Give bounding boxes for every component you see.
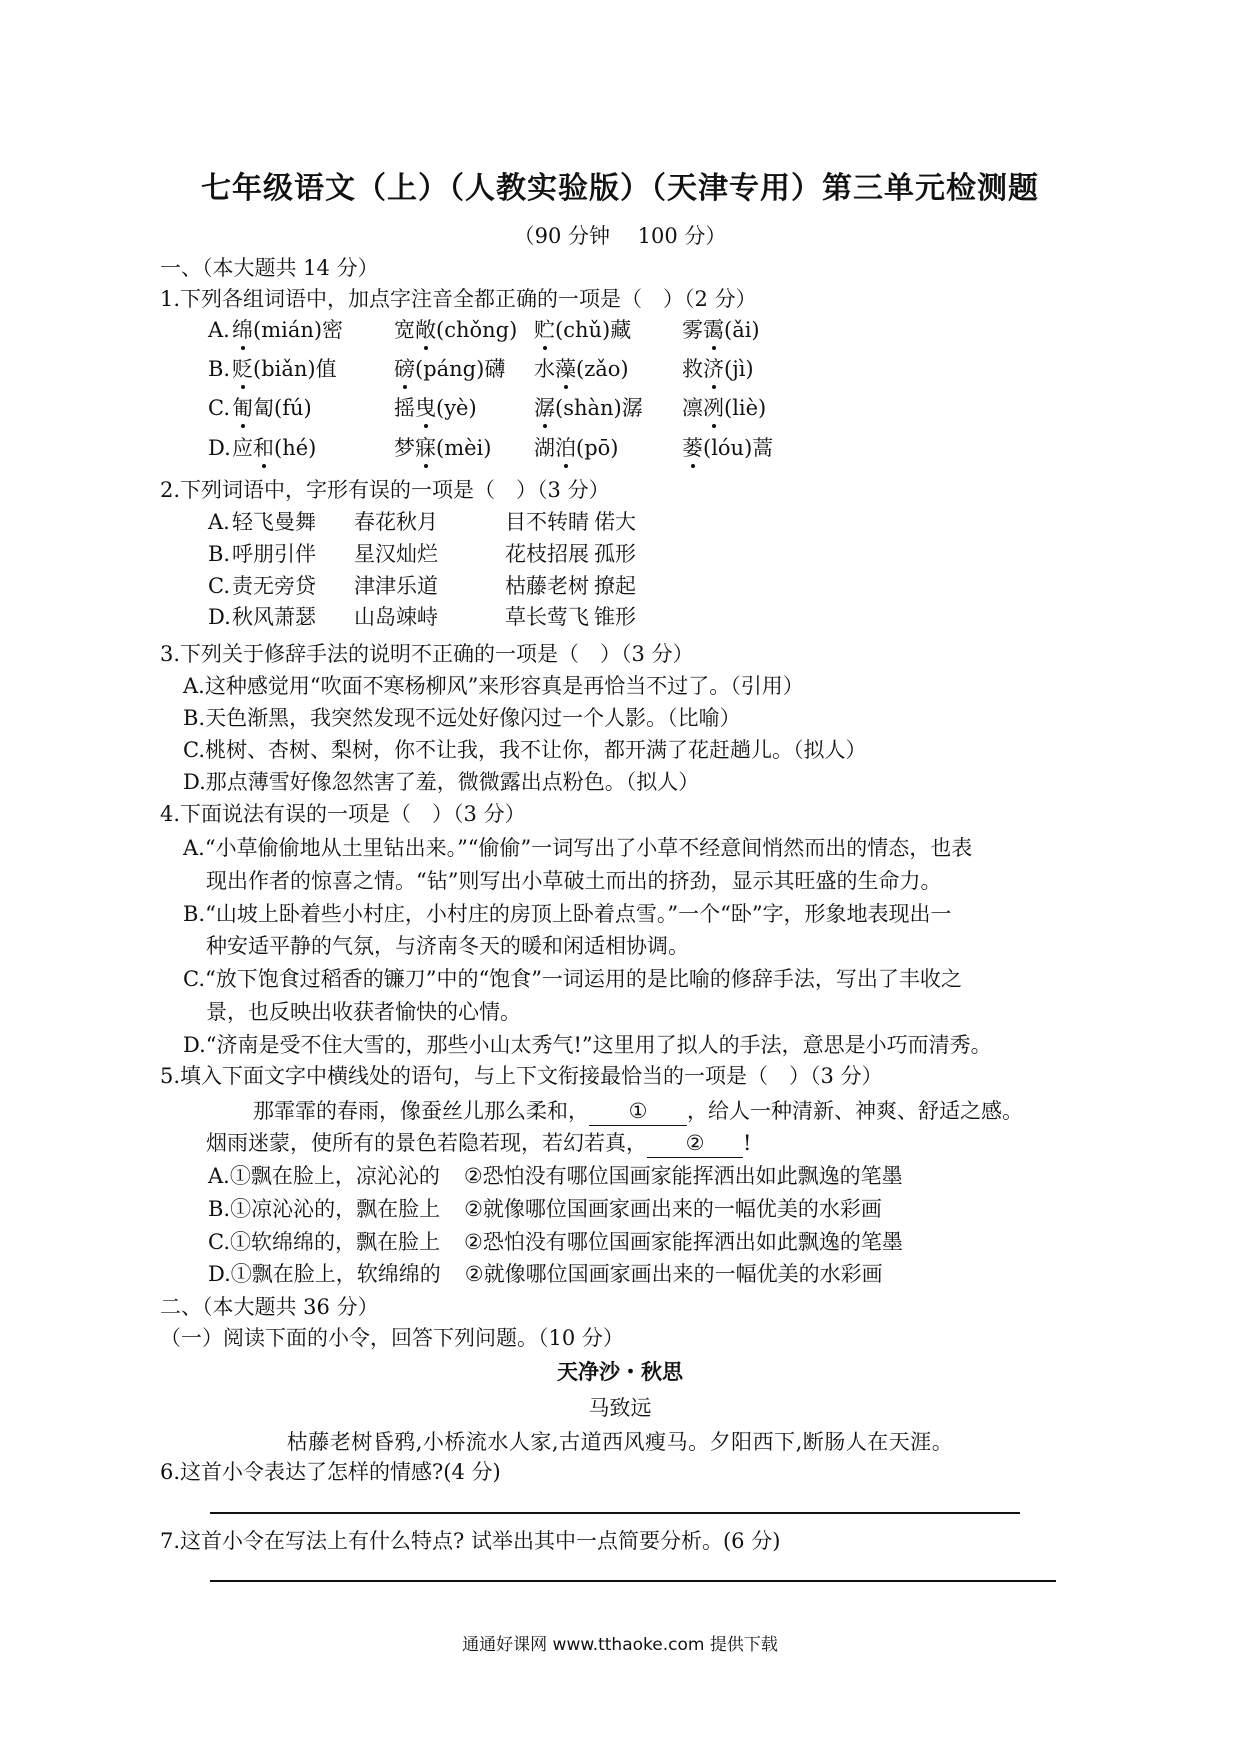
q1-word (394, 394, 477, 422)
word-suffix: 匐(fú) (253, 396, 312, 420)
word-suffix: (ǎi) (724, 318, 760, 342)
word-suffix: (chǒng) (436, 318, 518, 342)
q4-option-a-line1: A.“小草偷偷地从土里钻出来。”“偷偷”一词写出了小草不经意间悄然而出的情态，也表 (183, 836, 973, 860)
q1-option-label: A. (208, 318, 230, 342)
q7-stem: 7.这首小令在写法上有什么特点? 试举出其中一点简要分析。(6 分) (160, 1529, 781, 1553)
poem-body: 枯藤老树昏鸦,小桥流水人家,古道西风瘦马。夕阳西下,断肠人在天涯。 (286, 1430, 954, 1454)
q1-word (232, 316, 343, 344)
poem-title: 天净沙・秋思 (557, 1359, 683, 1384)
q2-word: 呼朋引伴 (232, 542, 316, 566)
word-suffix: (páng)礴 (415, 357, 506, 381)
word-prefix: 雾 (682, 318, 703, 342)
q5-option-label: C. (208, 1230, 230, 1254)
q2-word: 津津乐道 (354, 574, 438, 598)
dotted-character: 贬 (232, 357, 253, 381)
q5-option-part-1: ①飘在脸上，凉沁沁的 (229, 1164, 440, 1188)
section-1-heading: 一、（本大题共 14 分） (160, 256, 379, 280)
q5-option-label: B. (208, 1197, 231, 1221)
q2-word: 责无旁贷 (232, 574, 316, 598)
part-1-intro: （一）阅读下面的小令，回答下列问题。（10 分） (160, 1326, 624, 1350)
q6-answer-line (210, 1512, 1020, 1514)
q5-option (208, 1162, 903, 1190)
word-suffix: (mián)密 (253, 318, 344, 342)
q2-word: 春花秋月 (354, 510, 438, 534)
word-suffix: (biǎn)值 (253, 357, 337, 381)
word-suffix: (shàn)潺 (555, 396, 643, 420)
q1-stem: 1.下列各组词语中，加点字注音全都正确的一项是（ ）（2 分） (160, 287, 757, 311)
exam-duration-score: （90 分钟 100 分） (513, 224, 727, 248)
q5-blank-1: ① (589, 1097, 687, 1126)
q5-option-label: A. (208, 1164, 230, 1188)
word-prefix: 梦 (394, 436, 415, 460)
q2-option-label: A. (208, 510, 230, 534)
word-prefix: 凛 (682, 396, 703, 420)
dotted-character: 敞 (415, 318, 436, 342)
dotted-character: 济 (703, 357, 724, 381)
q1-option-label: B. (208, 357, 231, 381)
q5-passage-part3: 烟雨迷蒙，使所有的景色若隐若现，若幻若真， (206, 1131, 647, 1155)
q1-word (682, 355, 754, 383)
dotted-character: 曳 (415, 396, 436, 420)
q5-passage-line1 (253, 1097, 1023, 1126)
word-prefix: 湖 (534, 436, 555, 460)
q4-option-a-line2: 现出作者的惊喜之情。“钻”则写出小草破土而出的挤劲，显示其旺盛的生命力。 (206, 869, 942, 893)
q2-word: 秋风萧瑟 (232, 605, 316, 629)
word-suffix: (chǔ)藏 (555, 318, 632, 342)
section-2-heading: 二、（本大题共 36 分） (160, 1295, 379, 1319)
q4-option-b-line2: 种安适平静的气氛，与济南冬天的暖和闲适相协调。 (206, 934, 689, 958)
q5-option-part-1: ①飘在脸上，软绵绵的 (230, 1262, 441, 1286)
q6-stem: 6.这首小令表达了怎样的情感?(4 分) (160, 1460, 501, 1484)
q2-word: 山岛竦峙 (354, 605, 438, 629)
q1-word (394, 316, 517, 344)
word-prefix: 宽 (394, 318, 415, 342)
q7-answer-line (210, 1580, 1056, 1582)
q5-option-part-2: ②就像哪位国画家画出来的一幅优美的水彩画 (464, 1262, 883, 1286)
dotted-character: 匍 (232, 396, 253, 420)
q3-option-d: D.那点薄雪好像忽然害了羞，微微露出点粉色。（拟人） (183, 770, 700, 794)
q3-stem: 3.下列关于修辞手法的说明不正确的一项是（ ）（3 分） (160, 642, 694, 666)
word-prefix: 水 (534, 357, 555, 381)
q2-word: 偌大 (594, 510, 636, 534)
q4-stem: 4.下面说法有误的一项是（ ）（3 分） (160, 802, 526, 826)
q5-option-part-2: ②恐怕没有哪位国画家能挥洒出如此飘逸的笔墨 (463, 1164, 903, 1188)
q1-word (682, 434, 773, 462)
q5-option-label: D. (208, 1262, 231, 1286)
q3-option-a: A.这种感觉用“吹面不寒杨柳风”来形容真是再恰当不过了。（引用） (183, 674, 804, 698)
dotted-character: 贮 (534, 318, 555, 342)
q1-word (534, 355, 629, 383)
q5-option-part-2: ②恐怕没有哪位国画家能挥洒出如此飘逸的笔墨 (464, 1230, 903, 1254)
q5-option-part-1: ①软绵绵的，飘在脸上 (230, 1230, 440, 1254)
q5-option (208, 1195, 882, 1223)
q1-option-label: C. (208, 396, 230, 420)
q2-option-label: B. (208, 542, 231, 566)
q2-option-label: D. (208, 605, 231, 629)
q1-word (394, 434, 491, 462)
q2-word: 孤形 (594, 542, 636, 566)
footer-source: 通通好课网 www.tthaoke.com 提供下载 (462, 1635, 778, 1655)
word-suffix: (liè) (724, 396, 767, 420)
q5-passage-line2 (206, 1129, 751, 1158)
dotted-character: 蒌 (682, 436, 703, 460)
q5-stem: 5.填入下面文字中横线处的语句，与上下文衔接最恰当的一项是（ ）（3 分） (160, 1064, 883, 1088)
word-prefix: 摇 (394, 396, 415, 420)
q4-option-c-line1: C.“放下饱食过稻香的镰刀”中的“饱食”一词运用的是比喻的修辞手法，写出了丰收之 (183, 967, 962, 991)
q2-word: 撩起 (594, 574, 636, 598)
q5-passage-part4: ! (743, 1131, 752, 1155)
word-suffix: (zǎo) (576, 357, 629, 381)
word-suffix: (lóu)蒿 (703, 436, 774, 460)
word-suffix: (pō) (576, 436, 619, 460)
q2-word: 星汉灿烂 (354, 542, 438, 566)
word-suffix: (hé) (274, 436, 317, 460)
dotted-character: 潺 (534, 396, 555, 420)
q5-option-part-1: ①凉沁沁的，飘在脸上 (230, 1197, 441, 1221)
word-suffix: (jì) (724, 357, 754, 381)
dotted-character: 和 (253, 436, 274, 460)
dotted-character: 寐 (415, 436, 436, 460)
dotted-character: 藻 (555, 357, 576, 381)
q2-word: 草长莺飞 (505, 605, 589, 629)
dotted-character: 霭 (703, 318, 724, 342)
poem-author: 马致远 (588, 1396, 652, 1420)
word-suffix: (yè) (436, 396, 477, 420)
dotted-character: 泊 (555, 436, 576, 460)
dotted-character: 冽 (703, 396, 724, 420)
q1-option-label: D. (208, 436, 231, 460)
q1-word (232, 434, 316, 462)
q2-word: 目不转睛 (505, 510, 589, 534)
q2-word: 轻飞曼舞 (232, 510, 316, 534)
q5-passage-part1: 那霏霏的春雨，像蚕丝儿那么柔和， (253, 1099, 589, 1123)
page-title: 七年级语文（上）（人教实验版）（天津专用）第三单元检测题 (201, 171, 1039, 206)
q4-option-d: D.“济南是受不住大雪的，那些小山太秀气!”这里用了拟人的手法，意思是小巧而清秀。 (183, 1033, 992, 1057)
q5-blank-2: ② (647, 1129, 743, 1158)
q1-word (682, 394, 766, 422)
q5-option-part-2: ②就像哪位国画家画出来的一幅优美的水彩画 (464, 1197, 882, 1221)
q2-word: 花枝招展 (505, 542, 589, 566)
dotted-character: 磅 (394, 357, 415, 381)
q1-word (534, 316, 631, 344)
q5-passage-part2: ，给人一种清新、神爽、舒适之感。 (687, 1099, 1023, 1123)
q2-word: 锥形 (594, 605, 636, 629)
word-suffix: (mèi) (436, 436, 492, 460)
q5-option (208, 1260, 883, 1288)
q1-word (232, 394, 312, 422)
q2-stem: 2.下列词语中，字形有误的一项是（ ）（3 分） (160, 478, 610, 502)
q1-word (232, 355, 337, 383)
q3-option-c: C.桃树、杏树、梨树，你不让我，我不让你，都开满了花赶趟儿。（拟人） (183, 738, 867, 762)
q3-option-b: B.天色渐黑，我突然发现不远处好像闪过一个人影。（比喻） (183, 706, 741, 730)
q1-word (534, 394, 643, 422)
q1-word (394, 355, 505, 383)
dotted-character: 绵 (232, 318, 253, 342)
q2-option-label: C. (208, 574, 230, 598)
q1-word (682, 316, 760, 344)
word-prefix: 应 (232, 436, 253, 460)
q4-option-c-line2: 景，也反映出收获者愉快的心情。 (206, 1000, 521, 1024)
q4-option-b-line1: B.“山坡上卧着些小村庄，小村庄的房顶上卧着点雪。”一个“卧”字，形象地表现出一 (183, 902, 952, 926)
q5-option (208, 1228, 903, 1256)
q1-word (534, 434, 618, 462)
q2-word: 枯藤老树 (505, 574, 589, 598)
word-prefix: 救 (682, 357, 703, 381)
